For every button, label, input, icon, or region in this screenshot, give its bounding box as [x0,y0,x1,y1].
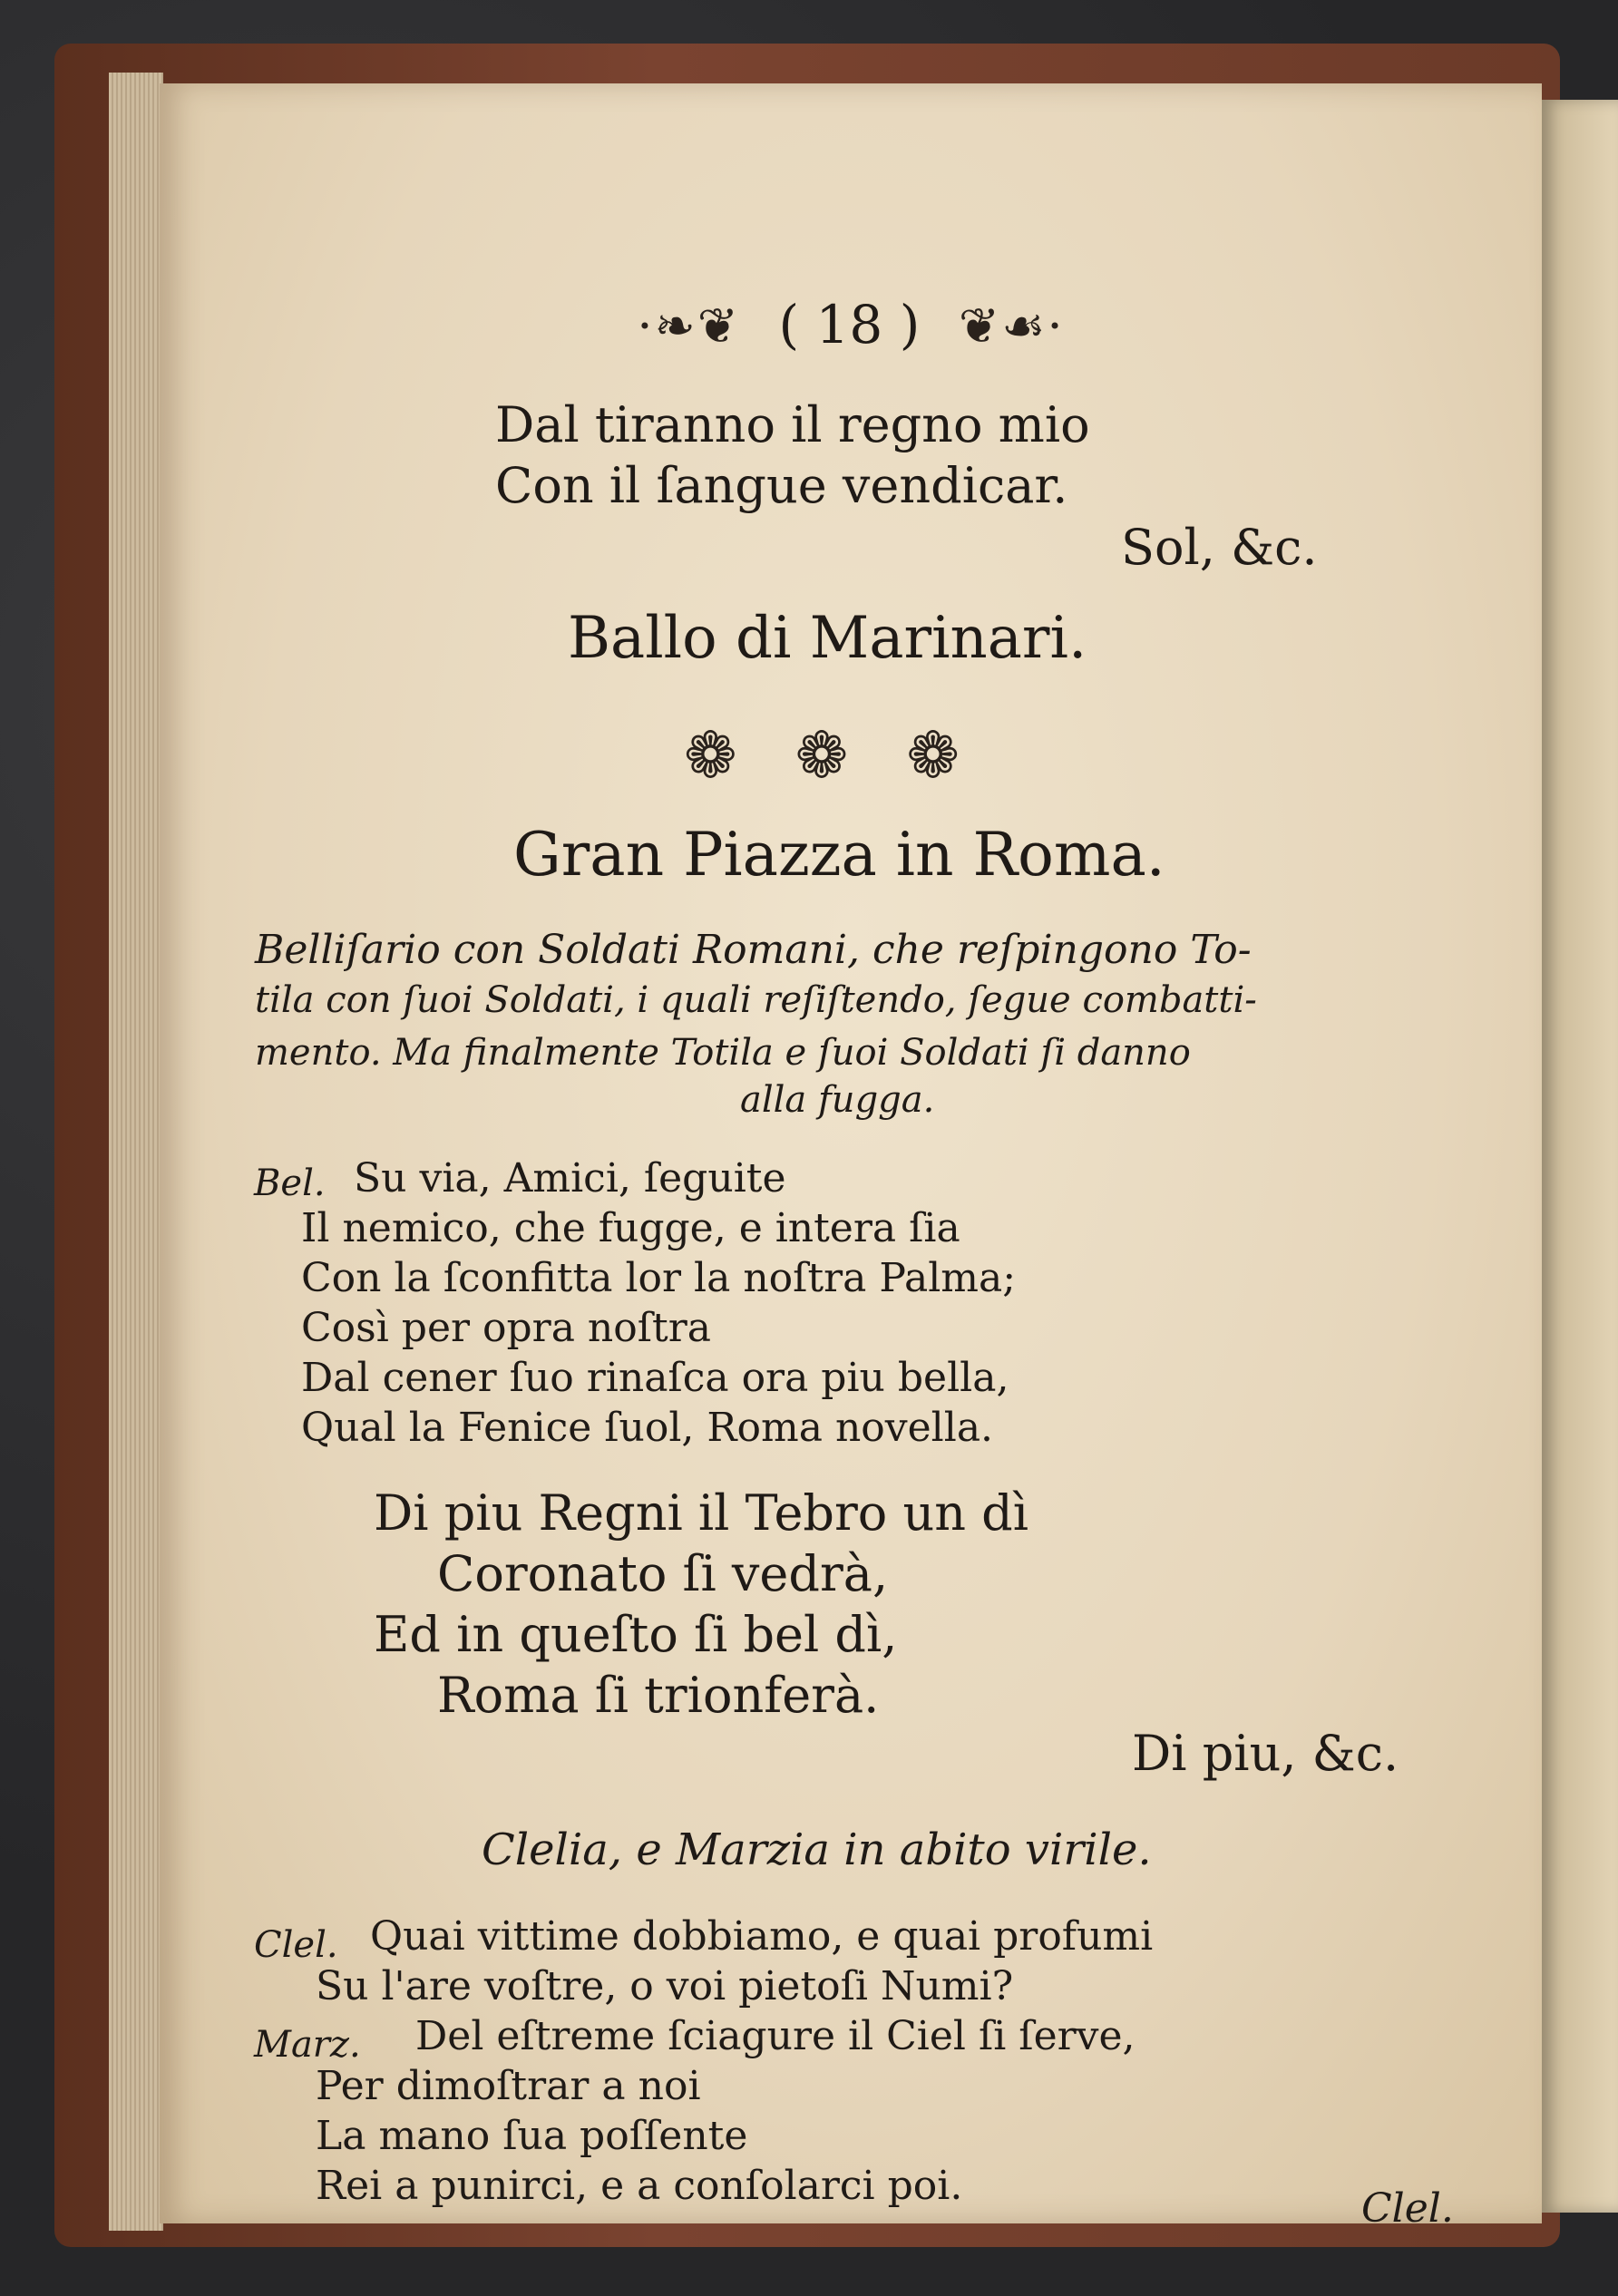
book-page [160,83,1542,2232]
stage-direction-line: tila con ſuoi Soldati, i quali reſiſtendo, ſegue combatti- [255,979,1257,1021]
dialogue-line: Quai vittime dobbiamo, e quai profumi [370,1913,1154,1960]
ornament-left-icon: ·❧❦ [637,297,741,355]
verse-line: Dal tiranno il regno mio [495,396,1090,453]
ornament-right-icon: ❦☙· [958,297,1065,355]
dialogue-line: Così per opra noſtra [301,1305,711,1351]
aria-line: Ed in queſto ſi bel dì, [374,1606,898,1663]
stage-direction-line: alla fugga. [740,1079,935,1121]
dialogue-line: Qual la Fenice ſuol, Roma novella. [301,1405,994,1451]
aria-line: Roma ſi trionferà. [437,1667,880,1724]
flower-ornament-icon: ❁ [906,718,1018,793]
page-number: ( 18 ) [778,294,921,355]
dialogue-line: Con la ſconfitta lor la noſtra Palma; [301,1255,1017,1301]
dialogue-line: Il nemico, che fugge, e intera ſia [301,1205,960,1251]
scene-divider-stars [160,718,1542,793]
stage-direction-line: Belliſario con Soldati Romani, che reſpingono To- [255,927,1252,973]
aria-line: Coronato ſi vedrà, [437,1545,889,1602]
page-header [160,294,1542,355]
page-edges [109,73,163,2231]
flower-ornament-icon: ❁ [684,718,795,793]
flower-ornament-icon: ❁ [794,718,907,793]
aria-line: Di piu Regni il Tebro un dì [374,1484,1029,1542]
aria-repeat: Di piu, &c. [1132,1725,1399,1782]
dialogue-line: Su l'are voſtre, o voi pietoſi Numi? [316,1963,1014,2009]
dialogue-line: Per dimoſtrar a noi [316,2063,701,2109]
facing-page-edge [1542,100,1618,2213]
dialogue-line: Rei a punirci, e a conſolarci poi. [316,2163,963,2209]
speaker-label: Bel. [254,1163,326,1204]
verse-line: Con il ſangue vendicar. [495,457,1068,514]
speaker-label: Marz. [254,2024,361,2066]
ballet-title: Ballo di Marinari. [568,605,1087,672]
speaker-label: Clel. [254,1924,338,1966]
dialogue-line: Su via, Amici, ſeguite [354,1155,786,1202]
stage-direction-2: Clelia, e Marzia in abito virile. [482,1824,1152,1875]
dialogue-line: La mano ſua poſſente [316,2113,748,2159]
dialogue-line: Del eſtreme ſciagure il Ciel ſi ſerve, [415,2013,1136,2059]
catchword: Clel. [1361,2185,1454,2232]
verse-repeat: Sol, &c. [1121,519,1318,576]
scene-title: Gran Piazza in Roma. [513,820,1165,890]
stage-direction-line: mento. Ma finalmente Totila e ſuoi Soldati ſi danno [255,1032,1191,1074]
dialogue-line: Dal cener ſuo rinaſca ora piu bella, [301,1355,1009,1401]
